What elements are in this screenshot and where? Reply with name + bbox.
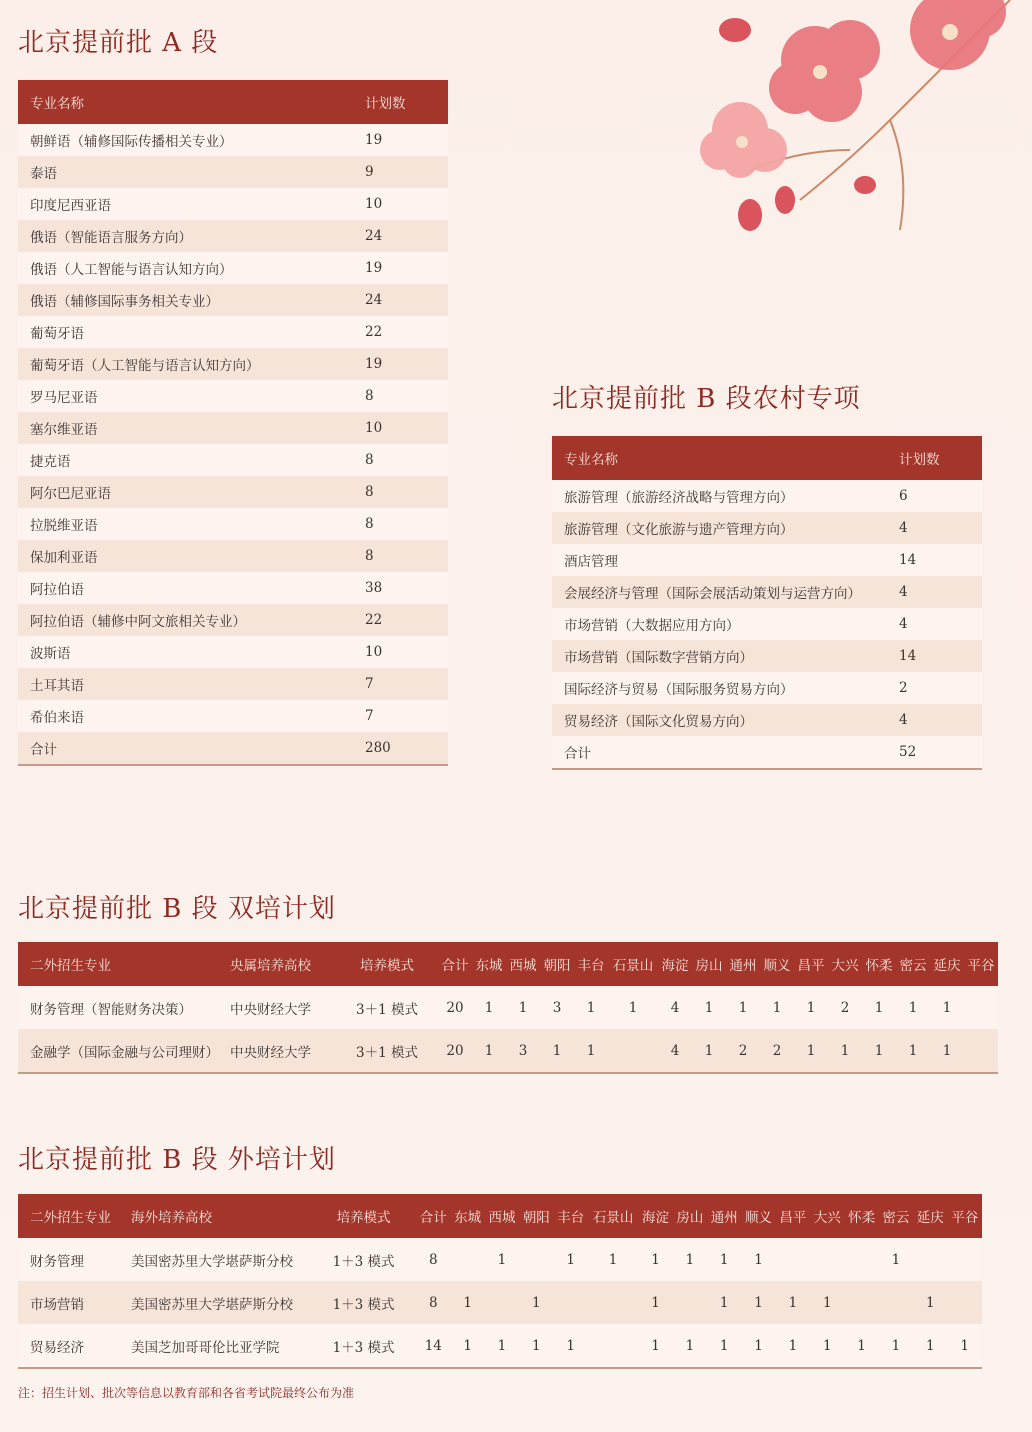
table-row (18, 700, 448, 732)
table-cell (964, 986, 998, 1029)
table-cell (588, 1281, 639, 1324)
table-cell: 1 (608, 986, 658, 1029)
table-row (18, 732, 448, 765)
table-cell: 市场营销（大数据应用方向） (552, 608, 887, 640)
column-header: 密云 (879, 1194, 913, 1238)
table-cell: 8 (416, 1238, 450, 1281)
table-row (18, 412, 448, 444)
table-cell (485, 1281, 519, 1324)
table-cell: 10 (353, 412, 448, 444)
table-cell: 中央财经大学 (218, 1029, 336, 1073)
table-cell: 22 (353, 316, 448, 348)
table-cell: 3＋1 模式 (336, 1029, 438, 1073)
table-cell: 财务管理 (18, 1238, 119, 1281)
table-cell: 阿尔巴尼亚语 (18, 476, 353, 508)
table-cell: 1 (862, 1029, 896, 1073)
table-cell (947, 1238, 982, 1281)
table-cell: 1 (930, 986, 964, 1029)
table-cell: 拉脱维亚语 (18, 508, 353, 540)
footnote: 注：招生计划、批次等信息以教育部和各省考试院最终公布为准 (18, 1386, 355, 1400)
section-b-dual-table (18, 942, 998, 1074)
table-cell: 财务管理（智能财务决策） (18, 986, 218, 1029)
table-cell: 旅游管理（文化旅游与遗产管理方向） (552, 512, 887, 544)
column-header-major: 专业名称 (552, 436, 887, 480)
table-cell: 7 (353, 668, 448, 700)
table-cell: 1＋3 模式 (311, 1324, 416, 1368)
table-cell: 19 (353, 124, 448, 156)
table-row (18, 380, 448, 412)
column-header: 平谷 (947, 1194, 982, 1238)
column-header: 二外招生专业 (18, 1194, 119, 1238)
column-header: 丰台 (553, 1194, 587, 1238)
table-cell: 1 (879, 1324, 913, 1368)
table-cell: 14 (887, 544, 982, 576)
column-header: 延庆 (930, 942, 964, 986)
table-cell: 美国密苏里大学堪萨斯分校 (119, 1238, 311, 1281)
table-cell (964, 1029, 998, 1073)
table-row (552, 704, 982, 736)
table-cell (673, 1281, 707, 1324)
table-cell: 2 (760, 1029, 794, 1073)
table-cell: 罗马尼亚语 (18, 380, 353, 412)
table-cell: 24 (353, 220, 448, 252)
table-cell: 7 (353, 700, 448, 732)
table-cell: 1 (947, 1324, 982, 1368)
table-cell: 1 (776, 1324, 810, 1368)
table-row (552, 672, 982, 704)
table-cell (913, 1238, 947, 1281)
table-row (18, 604, 448, 636)
table-cell: 1 (707, 1281, 741, 1324)
column-header: 培养模式 (311, 1194, 416, 1238)
table-row (18, 668, 448, 700)
table-cell: 俄语（智能语言服务方向） (18, 220, 353, 252)
table-cell: 酒店管理 (552, 544, 887, 576)
section-a-title: 北京提前批 A 段 (18, 28, 219, 58)
table-cell: 印度尼西亚语 (18, 188, 353, 220)
column-header: 怀柔 (844, 1194, 878, 1238)
table-cell: 1 (707, 1238, 741, 1281)
column-header: 二外招生专业 (18, 942, 218, 986)
table-cell: 俄语（人工智能与语言认知方向） (18, 252, 353, 284)
table-cell: 1 (450, 1324, 484, 1368)
column-header: 大兴 (828, 942, 862, 986)
table-cell: 2 (726, 1029, 760, 1073)
table-cell: 1 (692, 986, 726, 1029)
table-cell: 1 (588, 1238, 639, 1281)
table-row (552, 608, 982, 640)
table-row (552, 576, 982, 608)
table-row (18, 508, 448, 540)
table-cell: 8 (416, 1281, 450, 1324)
table-row (18, 572, 448, 604)
table-cell: 1 (540, 1029, 574, 1073)
column-header: 顺义 (741, 1194, 775, 1238)
table-cell: 52 (887, 736, 982, 769)
column-header: 怀柔 (862, 942, 896, 986)
column-header: 大兴 (810, 1194, 844, 1238)
table-cell (844, 1281, 878, 1324)
table-cell: 4 (658, 986, 692, 1029)
table-cell: 1 (862, 986, 896, 1029)
table-cell: 4 (887, 512, 982, 544)
column-header: 房山 (692, 942, 726, 986)
table-row (18, 636, 448, 668)
table-row (18, 1281, 982, 1324)
column-header: 培养模式 (336, 942, 438, 986)
column-header: 央属培养高校 (218, 942, 336, 986)
column-header: 西城 (506, 942, 540, 986)
table-cell: 俄语（辅修国际事务相关专业） (18, 284, 353, 316)
table-cell: 1 (896, 1029, 930, 1073)
table-row (552, 512, 982, 544)
table-cell: 旅游管理（旅游经济战略与管理方向） (552, 480, 887, 512)
table-cell: 1＋3 模式 (311, 1238, 416, 1281)
table-cell: 1 (485, 1324, 519, 1368)
column-header: 海外培养高校 (119, 1194, 311, 1238)
table-cell: 朝鲜语（辅修国际传播相关专业） (18, 124, 353, 156)
table-cell: 1 (741, 1281, 775, 1324)
table-cell: 8 (353, 380, 448, 412)
table-cell: 3 (540, 986, 574, 1029)
table-cell: 保加利亚语 (18, 540, 353, 572)
table-row (18, 1324, 982, 1368)
table-cell: 20 (438, 986, 472, 1029)
table-cell: 1 (794, 986, 828, 1029)
table-cell: 塞尔维亚语 (18, 412, 353, 444)
table-cell (519, 1238, 553, 1281)
table-cell: 1 (574, 1029, 608, 1073)
table-cell: 1 (553, 1238, 587, 1281)
table-cell: 土耳其语 (18, 668, 353, 700)
column-header: 石景山 (608, 942, 658, 986)
column-header: 房山 (673, 1194, 707, 1238)
table-cell (450, 1238, 484, 1281)
table-cell: 1 (913, 1324, 947, 1368)
table-cell: 会展经济与管理（国际会展活动策划与运营方向） (552, 576, 887, 608)
table-cell (844, 1238, 878, 1281)
column-header: 延庆 (913, 1194, 947, 1238)
section-b-rural-title: 北京提前批 B 段农村专项 (552, 384, 861, 414)
table-cell: 1 (553, 1324, 587, 1368)
table-row (18, 986, 998, 1029)
table-row (18, 188, 448, 220)
table-cell: 金融学（国际金融与公司理财） (18, 1029, 218, 1073)
column-header-plan-count: 计划数 (887, 436, 982, 480)
table-cell: 2 (887, 672, 982, 704)
column-header: 石景山 (588, 1194, 639, 1238)
table-cell: 葡萄牙语 (18, 316, 353, 348)
table-row (18, 156, 448, 188)
table-cell (947, 1281, 982, 1324)
table-row (18, 348, 448, 380)
table-cell: 合计 (552, 736, 887, 769)
table-cell: 8 (353, 444, 448, 476)
table-cell: 1 (574, 986, 608, 1029)
table-cell: 捷克语 (18, 444, 353, 476)
table-row (552, 544, 982, 576)
table-cell: 24 (353, 284, 448, 316)
table-cell: 3 (506, 1029, 540, 1073)
table-row (18, 444, 448, 476)
table-cell: 19 (353, 252, 448, 284)
column-header: 东城 (472, 942, 506, 986)
table-row (552, 480, 982, 512)
table-cell: 38 (353, 572, 448, 604)
table-cell: 1 (472, 1029, 506, 1073)
table-cell: 1 (638, 1238, 672, 1281)
table-cell: 1 (896, 986, 930, 1029)
table-cell: 市场营销 (18, 1281, 119, 1324)
column-header: 丰台 (574, 942, 608, 986)
column-header-major: 专业名称 (18, 80, 353, 124)
table-cell: 泰语 (18, 156, 353, 188)
table-row (18, 124, 448, 156)
table-cell (588, 1324, 639, 1368)
section-b-abroad-table (18, 1194, 982, 1369)
table-cell: 8 (353, 476, 448, 508)
table-cell: 1 (760, 986, 794, 1029)
table-cell: 1 (673, 1238, 707, 1281)
table-cell: 10 (353, 636, 448, 668)
table-cell: 8 (353, 508, 448, 540)
table-cell: 1 (828, 1029, 862, 1073)
table-cell: 1 (638, 1281, 672, 1324)
table-cell: 1 (506, 986, 540, 1029)
table-cell: 1 (810, 1324, 844, 1368)
table-row (18, 1238, 982, 1281)
table-cell: 1 (707, 1324, 741, 1368)
table-cell: 4 (887, 608, 982, 640)
table-cell: 4 (658, 1029, 692, 1073)
table-cell: 1 (638, 1324, 672, 1368)
column-header-plan-count: 计划数 (353, 80, 448, 124)
table-row (18, 220, 448, 252)
table-cell (553, 1281, 587, 1324)
section-b-abroad-title: 北京提前批 B 段 外培计划 (18, 1145, 336, 1175)
column-header: 合计 (416, 1194, 450, 1238)
table-cell: 1 (519, 1281, 553, 1324)
table-row (18, 540, 448, 572)
table-cell: 阿拉伯语（辅修中阿文旅相关专业） (18, 604, 353, 636)
column-header: 平谷 (964, 942, 998, 986)
table-cell: 贸易经济（国际文化贸易方向） (552, 704, 887, 736)
table-cell: 3＋1 模式 (336, 986, 438, 1029)
table-cell: 22 (353, 604, 448, 636)
column-header: 西城 (485, 1194, 519, 1238)
column-header: 东城 (450, 1194, 484, 1238)
table-cell: 贸易经济 (18, 1324, 119, 1368)
table-cell: 280 (353, 732, 448, 765)
table-cell: 国际经济与贸易（国际服务贸易方向） (552, 672, 887, 704)
table-cell: 1 (519, 1324, 553, 1368)
table-cell: 1 (794, 1029, 828, 1073)
table-row (552, 640, 982, 672)
table-cell: 美国密苏里大学堪萨斯分校 (119, 1281, 311, 1324)
table-cell: 14 (416, 1324, 450, 1368)
plum-blossom-decoration (650, 0, 1032, 250)
table-cell: 2 (828, 986, 862, 1029)
column-header: 海淀 (638, 1194, 672, 1238)
table-cell: 1 (673, 1324, 707, 1368)
table-row (18, 1029, 998, 1073)
table-cell: 1 (726, 986, 760, 1029)
table-row (18, 284, 448, 316)
table-cell: 希伯来语 (18, 700, 353, 732)
table-cell: 1 (450, 1281, 484, 1324)
section-b-rural-table (552, 436, 982, 770)
table-cell: 4 (887, 576, 982, 608)
column-header: 顺义 (760, 942, 794, 986)
column-header: 昌平 (776, 1194, 810, 1238)
table-cell: 14 (887, 640, 982, 672)
table-cell: 1 (879, 1238, 913, 1281)
section-b-dual-title: 北京提前批 B 段 双培计划 (18, 894, 336, 924)
table-cell: 6 (887, 480, 982, 512)
table-cell: 8 (353, 540, 448, 572)
table-cell: 合计 (18, 732, 353, 765)
table-cell: 阿拉伯语 (18, 572, 353, 604)
table-cell: 1 (472, 986, 506, 1029)
table-cell: 美国芝加哥哥伦比亚学院 (119, 1324, 311, 1368)
table-cell: 波斯语 (18, 636, 353, 668)
column-header: 通州 (726, 942, 760, 986)
table-cell: 20 (438, 1029, 472, 1073)
table-row (552, 736, 982, 769)
column-header: 海淀 (658, 942, 692, 986)
table-cell: 市场营销（国际数字营销方向） (552, 640, 887, 672)
table-cell: 1 (930, 1029, 964, 1073)
table-cell (810, 1238, 844, 1281)
table-cell: 1 (692, 1029, 726, 1073)
table-cell: 中央财经大学 (218, 986, 336, 1029)
table-cell: 1 (741, 1324, 775, 1368)
table-cell: 1 (844, 1324, 878, 1368)
section-a-table (18, 80, 448, 766)
table-cell (879, 1281, 913, 1324)
column-header: 密云 (896, 942, 930, 986)
table-cell: 4 (887, 704, 982, 736)
table-cell: 葡萄牙语（人工智能与语言认知方向） (18, 348, 353, 380)
table-cell: 19 (353, 348, 448, 380)
column-header: 合计 (438, 942, 472, 986)
table-cell: 1 (776, 1281, 810, 1324)
table-cell (776, 1238, 810, 1281)
table-cell (608, 1029, 658, 1073)
table-cell: 1 (810, 1281, 844, 1324)
table-cell: 9 (353, 156, 448, 188)
column-header: 昌平 (794, 942, 828, 986)
table-cell: 1＋3 模式 (311, 1281, 416, 1324)
table-row (18, 316, 448, 348)
table-row (18, 476, 448, 508)
table-cell: 1 (485, 1238, 519, 1281)
table-row (18, 252, 448, 284)
column-header: 朝阳 (540, 942, 574, 986)
column-header: 通州 (707, 1194, 741, 1238)
table-cell: 1 (741, 1238, 775, 1281)
column-header: 朝阳 (519, 1194, 553, 1238)
table-cell: 10 (353, 188, 448, 220)
table-cell: 1 (913, 1281, 947, 1324)
